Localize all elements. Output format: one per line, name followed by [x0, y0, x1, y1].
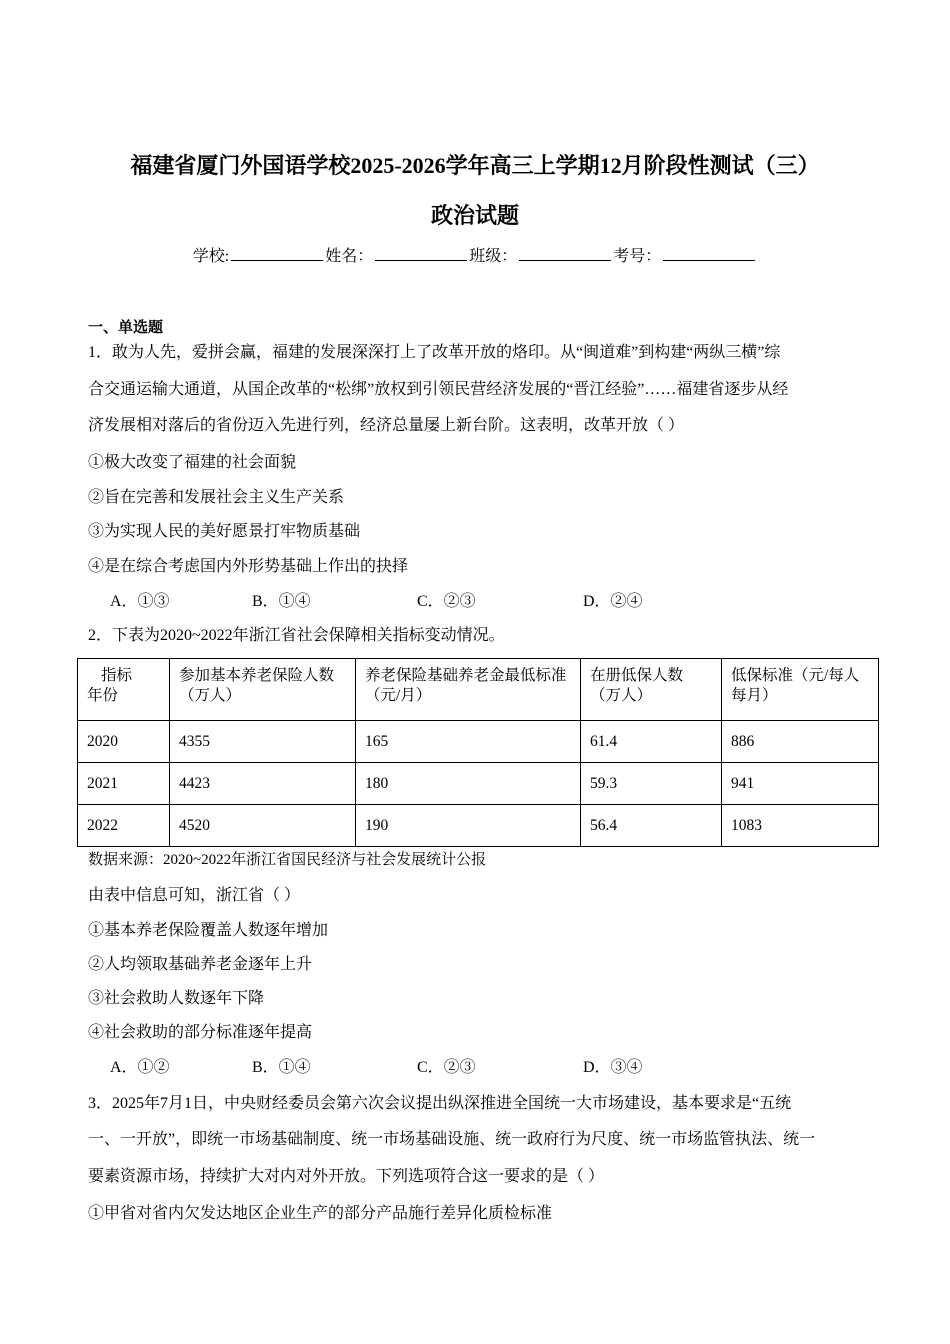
school-blank[interactable]	[231, 246, 323, 261]
q1-line: 济发展相对落后的省份迈入先进行列，经济总量屡上新台阶。这表明，改革开放（ ）	[88, 417, 685, 434]
table-cell: 59.3	[581, 763, 722, 805]
table-header: 养老保险基础养老金最低标准（元/月）	[356, 659, 581, 721]
table-cell: 2021	[78, 763, 170, 805]
table-cell: 61.4	[581, 721, 722, 763]
q1-option-b[interactable]: B．①④	[252, 593, 311, 610]
q2-option-d[interactable]: D．③④	[583, 1059, 643, 1076]
q1-line: 合交通运输大通道，从国企改革的“松绑”放权到引领民营经济发展的“晋江经验”……福建省逐步从经	[88, 381, 789, 398]
section-heading: 一、单选题	[88, 320, 164, 336]
exam-number-label: 考号：	[613, 248, 662, 265]
class-blank[interactable]	[519, 246, 611, 261]
table-row	[78, 763, 879, 805]
q3-line: 一、一开放”，即统一市场基础制度、统一市场基础设施、统一政府行为尺度、统一市场监管执法、统一	[88, 1131, 816, 1148]
class-label: 班级：	[469, 248, 518, 265]
table-cell: 941	[722, 763, 879, 805]
q3-line: 3．2025年7月1日，中央财经委员会第六次会议提出纵深推进全国统一大市场建设，基本要求是“五统	[88, 1095, 792, 1112]
q1-item: ②旨在完善和发展社会主义生产关系	[88, 489, 345, 506]
q1-item: ③为实现人民的美好愿景打牢物质基础	[88, 523, 361, 540]
q2-item: ③社会救助人数逐年下降	[88, 990, 265, 1007]
table-corner-cell	[78, 659, 170, 721]
document-subtitle: 政治试题	[430, 203, 519, 228]
q2-question: 由表中信息可知，浙江省（ ）	[88, 887, 301, 904]
table-source: 数据来源：2020~2022年浙江省国民经济与社会发展统计公报	[88, 852, 487, 868]
q2-item: ④社会救助的部分标准逐年提高	[88, 1024, 313, 1041]
q1-option-d[interactable]: D．②④	[583, 593, 643, 610]
q1-option-c[interactable]: C．②③	[417, 593, 476, 610]
data-table	[77, 658, 879, 847]
q2-item: ①基本养老保险覆盖人数逐年增加	[88, 922, 329, 939]
document-title: 福建省厦门外国语学校2025-2026学年高三上学期12月阶段性测试（三）	[130, 153, 820, 178]
q3-item: ①甲省对省内欠发达地区企业生产的部分产品施行差异化质检标准	[88, 1205, 553, 1222]
table-cell: 1083	[722, 805, 879, 847]
q1-item: ④是在综合考虑国内外形势基础上作出的抉择	[88, 558, 409, 575]
table-header: 低保标准（元/每人每月）	[722, 659, 879, 721]
q1-option-a[interactable]: A．①③	[110, 593, 170, 610]
table-cell: 165	[356, 721, 581, 763]
table-header: 参加基本养老保险人数（万人）	[170, 659, 356, 721]
table-cell: 56.4	[581, 805, 722, 847]
q3-line: 要素资源市场，持续扩大对内对外开放。下列选项符合这一要求的是（ ）	[88, 1168, 605, 1185]
table-row	[78, 805, 879, 847]
table-cell: 190	[356, 805, 581, 847]
q2-item: ②人均领取基础养老金逐年上升	[88, 956, 313, 973]
q2-stem: 2．下表为2020~2022年浙江省社会保障相关指标变动情况。	[88, 627, 505, 644]
name-blank[interactable]	[375, 246, 467, 261]
table-cell: 886	[722, 721, 879, 763]
corner-bottom: 年份	[87, 687, 119, 704]
q1-line: 1．敢为人先，爱拼会赢，福建的发展深深打上了改革开放的烙印。从“闽道难”到构建“两纵三横”综	[88, 344, 781, 361]
table-header: 在册低保人数（万人）	[581, 659, 722, 721]
table-cell: 4520	[170, 805, 356, 847]
q2-option-a[interactable]: A．①②	[110, 1059, 170, 1076]
table-cell: 4355	[170, 721, 356, 763]
q2-option-b[interactable]: B．①④	[252, 1059, 311, 1076]
table-cell: 180	[356, 763, 581, 805]
corner-top: 指标	[101, 667, 133, 684]
exam-number-blank[interactable]	[663, 246, 755, 261]
table-cell: 2020	[78, 721, 170, 763]
student-info	[0, 243, 950, 266]
name-label: 姓名：	[325, 248, 374, 265]
q2-option-c[interactable]: C．②③	[417, 1059, 476, 1076]
school-label: 学校:	[192, 248, 230, 265]
table-cell: 4423	[170, 763, 356, 805]
table-row	[78, 721, 879, 763]
table-cell: 2022	[78, 805, 170, 847]
q1-item: ①极大改变了福建的社会面貌	[88, 454, 297, 471]
